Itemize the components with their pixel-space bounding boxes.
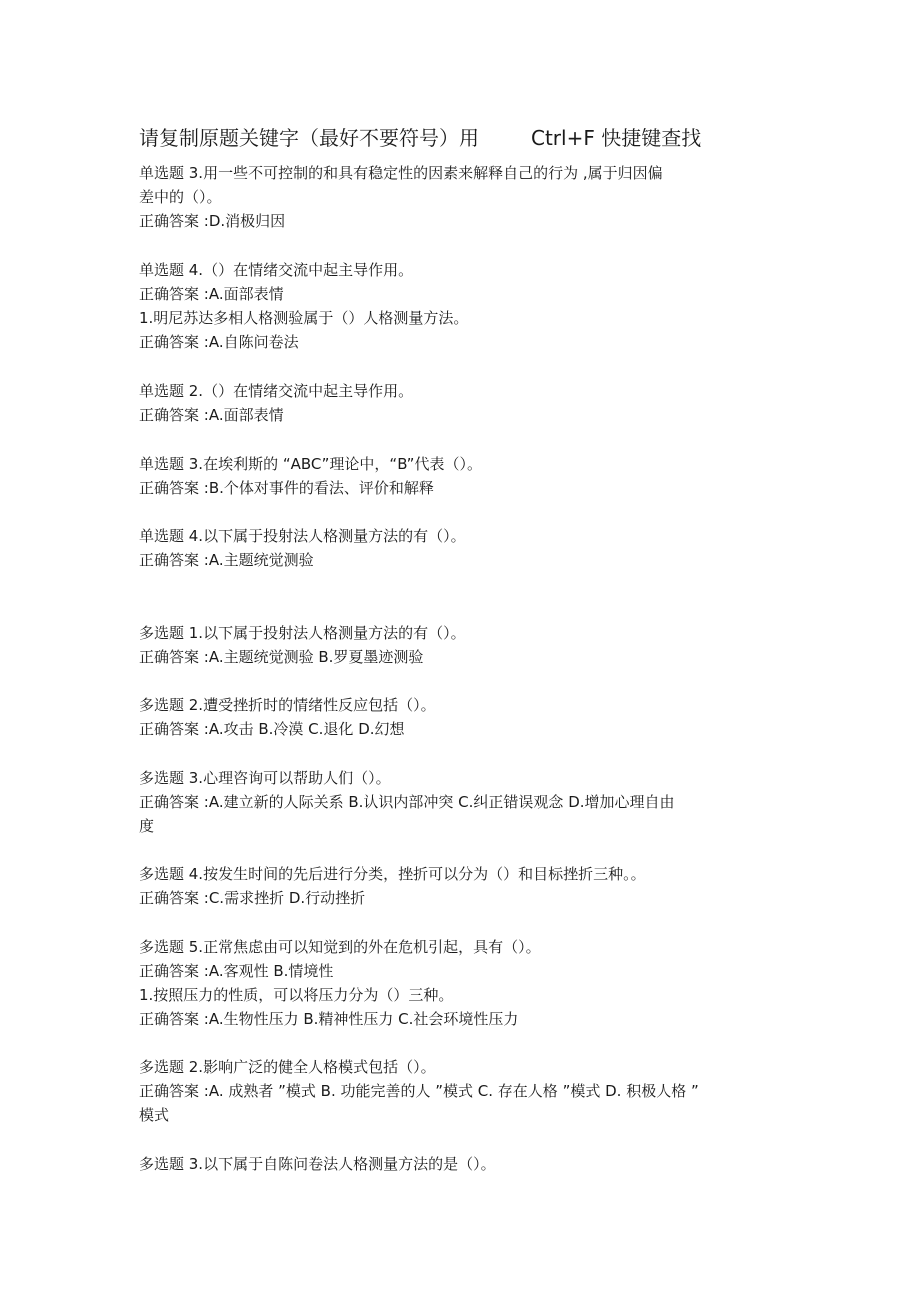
answer-line: 正确答案 :A.自陈问卷法 [139, 333, 299, 351]
answer-line: 正确答案 :A.建立新的人际关系 B.认识内部冲突 C.纠正错误观念 D.增加心理自由 [139, 793, 675, 811]
answer-line: 正确答案 :B.个体对事件的看法、评价和解释 [139, 479, 434, 497]
question-line: 1.按照压力的性质，可以将压力分为（）三种。 [139, 986, 454, 1004]
question-line: 单选题 4.（）在情绪交流中起主导作用。 [139, 261, 414, 279]
answer-line: 模式 [139, 1106, 170, 1124]
question-line: 差中的（）。 [139, 188, 222, 206]
question-line: 多选题 3.心理咨询可以帮助人们（）。 [139, 769, 391, 787]
answer-line: 正确答案 :A.面部表情 [139, 406, 284, 424]
question-line: 多选题 5.正常焦虑由可以知觉到的外在危机引起，具有（）。 [139, 938, 541, 956]
answer-line: 正确答案 :A.面部表情 [139, 285, 284, 303]
question-line: 多选题 4.按发生时间的先后进行分类，挫折可以分为（）和目标挫折三种。。 [139, 865, 646, 883]
question-line: 单选题 2.（）在情绪交流中起主导作用。 [139, 382, 414, 400]
question-line: 单选题 3.用一些不可控制的和具有稳定性的因素来解释自己的行为 ,属于归因偏 [139, 164, 663, 182]
answer-line: 正确答案 :A.主题统觉测验 B.罗夏墨迹测验 [139, 648, 424, 666]
question-line: 单选题 4.以下属于投射法人格测量方法的有（）。 [139, 527, 466, 545]
answer-line: 正确答案 :A.主题统觉测验 [139, 551, 314, 569]
question-line: 单选题 3.在埃利斯的 “ABC”理论中，“B”代表（）。 [139, 455, 482, 473]
answer-line: 正确答案 :A.生物性压力 B.精神性压力 C.社会环境性压力 [139, 1010, 519, 1028]
question-line: 1.明尼苏达多相人格测验属于（）人格测量方法。 [139, 309, 469, 327]
answer-line: 度 [139, 817, 155, 835]
page-title [139, 124, 789, 152]
question-line: 多选题 3.以下属于自陈问卷法人格测量方法的是（）。 [139, 1155, 496, 1173]
answer-line: 正确答案 :A.攻击 B.冷漠 C.退化 D.幻想 [139, 720, 405, 738]
question-line: 多选题 2.影响广泛的健全人格模式包括（）。 [139, 1058, 436, 1076]
title-part-2: Ctrl+F 快捷键查找 [531, 126, 702, 150]
answer-line: 正确答案 :A.客观性 B.情境性 [139, 962, 334, 980]
question-line: 多选题 2.遭受挫折时的情绪性反应包括（）。 [139, 696, 436, 714]
answer-line: 正确答案 :C.需求挫折 D.行动挫折 [139, 889, 366, 907]
answer-line: 正确答案 :A. 成熟者 ”模式 B. 功能完善的人 ”模式 C. 存在人格 ”模式 D. 积极人格 ” [139, 1082, 699, 1100]
title-part-1: 请复制原题关键字（最好不要符号）用 [139, 126, 479, 150]
question-line: 多选题 1.以下属于投射法人格测量方法的有（）。 [139, 624, 466, 642]
answer-line: 正确答案 :D.消极归因 [139, 212, 286, 230]
